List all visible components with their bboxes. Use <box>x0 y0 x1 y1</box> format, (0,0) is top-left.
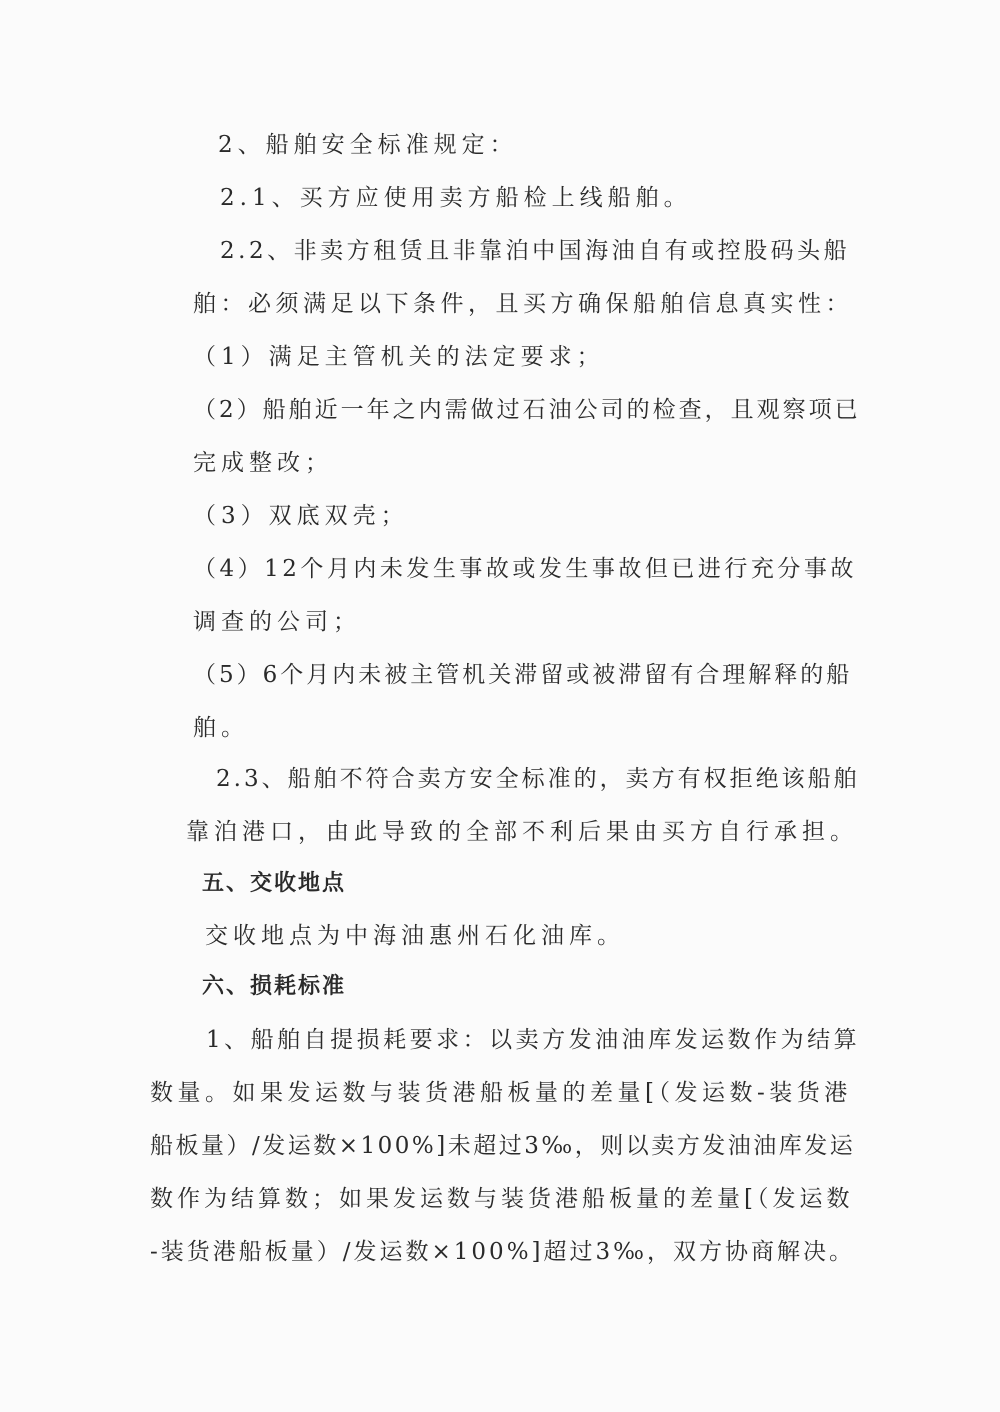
condition-2-line-1: （2）船舶近一年之内需做过石油公司的检查，且观察项已 <box>193 397 861 423</box>
section-6-heading: 六、损耗标准 <box>202 974 347 999</box>
condition-3: （3）双底双壳； <box>193 503 409 529</box>
condition-2-line-2: 完成整改； <box>193 450 333 476</box>
clause-2-1: 2.1、买方应使用卖方船检上线船舶。 <box>220 185 692 211</box>
condition-5-line-1: （5）6个月内未被主管机关滞留或被滞留有合理解释的船 <box>193 662 853 688</box>
clause-2-2-line-2: 舶：必须满足以下条件，且买方确保船舶信息真实性： <box>193 291 853 317</box>
section-6-paragraph-line-1: 1、船舶自提损耗要求：以卖方发油油库发运数作为结算 <box>206 1027 861 1053</box>
condition-4-line-2: 调查的公司； <box>193 609 361 635</box>
section-5-paragraph: 交收地点为中海油惠州石化油库。 <box>205 923 625 949</box>
condition-4-line-1: （4）12个月内未发生事故或发生事故但已进行充分事故 <box>193 556 857 582</box>
section-6-paragraph-line-3: 船板量）/发运数×100%]未超过3‰，则以卖方发油油库发运 <box>150 1133 856 1159</box>
section-6-paragraph-line-4: 数作为结算数；如果发运数与装货港船板量的差量[（发运数 <box>150 1186 854 1212</box>
section-6-paragraph-line-5: -装货港船板量）/发运数×100%]超过3‰，双方协商解决。 <box>150 1239 856 1265</box>
condition-1: （1）满足主管机关的法定要求； <box>193 344 605 370</box>
clause-2-3-line-1: 2.3、船舶不符合卖方安全标准的，卖方有权拒绝该船舶 <box>216 766 860 792</box>
section-6-paragraph-line-2: 数量。如果发运数与装货港船板量的差量[（发运数-装货港 <box>150 1080 852 1106</box>
condition-5-line-2: 舶。 <box>193 715 249 741</box>
clause-2-2-line-1: 2.2、非卖方租赁且非靠泊中国海油自有或控股码头船 <box>220 238 851 264</box>
clause-2-3-line-2: 靠泊港口，由此导致的全部不利后果由买方自行承担。 <box>186 819 858 845</box>
section-5-heading: 五、交收地点 <box>202 871 347 896</box>
section-2-title: 2、船舶安全标准规定： <box>218 132 518 158</box>
